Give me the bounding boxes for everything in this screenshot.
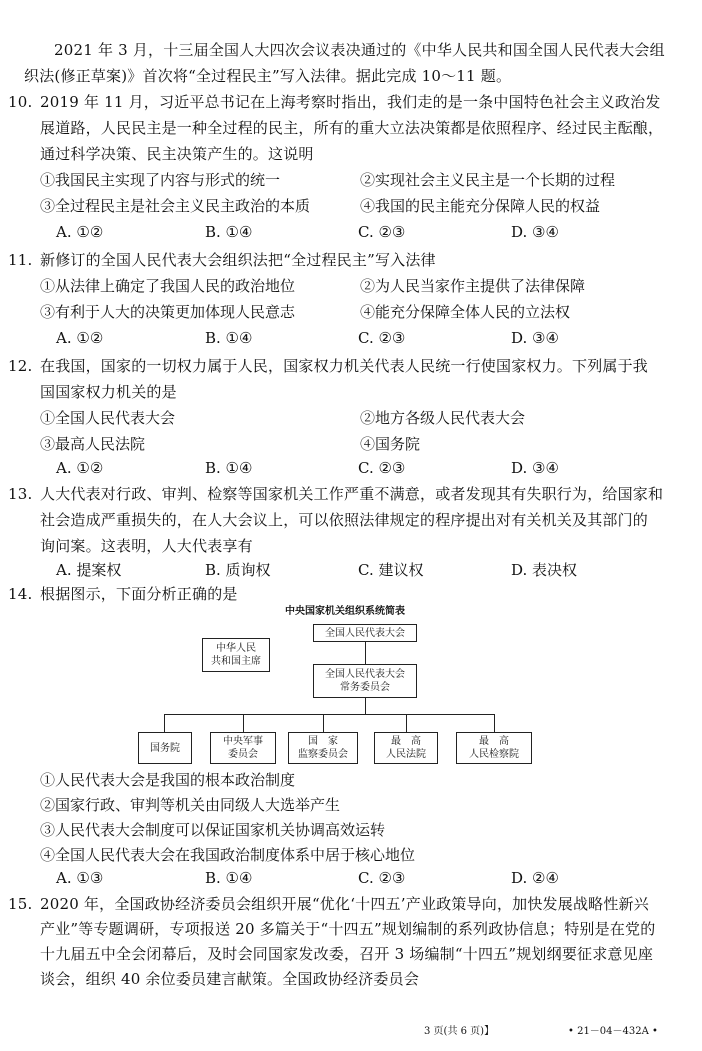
q13-option-d[interactable]: D. 表决权 — [511, 561, 578, 579]
q12-option-c[interactable]: C. ②③ — [358, 459, 406, 477]
q12-line-1: 在我国，国家的一切权力属于人民，国家权力机关代表人民统一行使国家权力。下列属于我 — [40, 357, 649, 375]
diagram-box-military-label-1: 中央军事 — [223, 736, 263, 747]
diagram-box-npc — [313, 624, 417, 642]
q14-line-1: 根据图示，下面分析正确的是 — [40, 585, 238, 603]
q12-statement-1: ①全国人民代表大会 — [40, 409, 176, 427]
diagram-box-military-label-2: 委员会 — [228, 749, 258, 760]
diagram-box-president-label-2: 共和国主席 — [211, 656, 261, 667]
q10-statement-2: ②实现社会主义民主是一个长期的过程 — [360, 171, 616, 189]
diagram-box-state-council — [138, 732, 192, 764]
q11-statement-1: ①从法律上确定了我国人民的政治地位 — [40, 277, 296, 295]
diagram-connector — [406, 714, 407, 732]
diagram-box-procuratorate-label-1: 最 高 — [479, 736, 509, 747]
q14-option-d[interactable]: D. ②④ — [511, 869, 559, 887]
diagram-box-npc-label: 全国人民代表大会 — [325, 627, 405, 639]
q14-statement-4: ④全国人民代表大会在我国政治制度体系中居于核心地位 — [40, 846, 416, 864]
q14-option-c[interactable]: C. ②③ — [358, 869, 406, 887]
q13-option-a[interactable]: A. 提案权 — [56, 561, 122, 579]
diagram-connector — [365, 642, 366, 664]
q14-option-b[interactable]: B. ①④ — [205, 869, 253, 887]
q13-option-c[interactable]: C. 建议权 — [358, 561, 424, 579]
q11-statement-2: ②为人民当家作主提供了法律保障 — [360, 277, 586, 295]
q13-number: 13. — [8, 485, 33, 503]
q11-line-1: 新修订的全国人民代表大会组织法把“全过程民主”写入法律 — [40, 251, 436, 269]
diagram-box-procuratorate-label-2: 人民检察院 — [469, 749, 519, 760]
q10-option-c[interactable]: C. ②③ — [358, 223, 406, 241]
q12-number: 12. — [8, 357, 33, 375]
q15-line-1: 2020 年，全国政协经济委员会组织开展“优化‘十四五’产业政策导向，加快发展战略性新兴 — [40, 895, 649, 913]
q10-statement-4: ④我国的民主能充分保障人民的权益 — [360, 197, 601, 215]
q10-option-a[interactable]: A. ①② — [56, 223, 104, 241]
intro-line-2: 织法(修正草案)》首次将“全过程民主”写入法律。据此完成 10～11 题。 — [24, 67, 512, 85]
q11-option-a[interactable]: A. ①② — [56, 329, 104, 347]
q14-statement-3: ③人民代表大会制度可以保证国家机关协调高效运转 — [40, 821, 386, 839]
diagram-box-court-label-2: 人民法院 — [386, 749, 426, 760]
diagram-box-supervisory-label-1: 国 家 — [308, 736, 338, 747]
diagram-connector — [323, 714, 324, 732]
q10-statement-3: ③全过程民主是社会主义民主政治的本质 — [40, 197, 311, 215]
q12-statement-3: ③最高人民法院 — [40, 435, 146, 453]
q12-option-a[interactable]: A. ①② — [56, 459, 104, 477]
diagram-box-state-council-label: 国务院 — [150, 742, 180, 754]
diagram-box-military-commission — [210, 732, 276, 764]
q12-option-d[interactable]: D. ③④ — [511, 459, 559, 477]
q10-line-2: 展道路，人民民主是一种全过程的民主，所有的重大立法决策都是依照程序、经过民主酝酿， — [40, 119, 664, 137]
q15-line-4: 谈会，组织 40 余位委员建言献策。全国政协经济委员会 — [40, 970, 420, 988]
diagram-connector — [494, 714, 495, 732]
q12-statement-2: ②地方各级人民代表大会 — [360, 409, 526, 427]
q15-line-2: 产业”等专题调研，专项报送 20 多篇关于“十四五”规划编制的系列政协信息；特别是在党的 — [40, 920, 656, 938]
q10-option-d[interactable]: D. ③④ — [511, 223, 559, 241]
intro-line-1: 2021 年 3 月，十三届全国人大四次会议表决通过的《中华人民共和国全国人民代表大会组 — [54, 41, 665, 59]
q11-option-c[interactable]: C. ②③ — [358, 329, 406, 347]
q14-number: 14. — [8, 585, 33, 603]
q14-option-a[interactable]: A. ①③ — [56, 869, 104, 887]
diagram-box-procuratorate — [456, 732, 532, 764]
q11-statement-4: ④能充分保障全体人民的立法权 — [360, 303, 571, 321]
diagram-box-court-label-1: 最 高 — [391, 736, 421, 747]
q11-option-d[interactable]: D. ③④ — [511, 329, 559, 347]
q13-line-1: 人大代表对行政、审判、检察等国家机关工作严重不满意，或者发现其有失职行为，给国家和 — [40, 485, 664, 503]
diagram-connector — [164, 714, 494, 715]
q13-option-b[interactable]: B. 质询权 — [205, 561, 271, 579]
diagram-box-standing-label-2: 常务委员会 — [340, 682, 390, 693]
q14-statement-1: ①人民代表大会是我国的根本政治制度 — [40, 771, 296, 789]
diagram-box-supervisory-commission — [288, 732, 358, 764]
q15-line-3: 十九届五中全会闭幕后，及时会同国家发改委，召开 3 场编制“十四五”规划纲要征求意见座 — [40, 945, 654, 963]
q10-option-b[interactable]: B. ①④ — [205, 223, 253, 241]
q10-line-1: 2019 年 11 月，习近平总书记在上海考察时指出，我们走的是一条中国特色社会主义政治发 — [40, 93, 661, 111]
q10-number: 10. — [8, 93, 33, 111]
q10-statement-1: ①我国民主实现了内容与形式的统一 — [40, 171, 281, 189]
diagram-connector — [365, 698, 366, 714]
organization-diagram — [130, 602, 560, 767]
q12-option-b[interactable]: B. ①④ — [205, 459, 253, 477]
diagram-box-supreme-court — [374, 732, 438, 764]
q13-line-3: 询问案。这表明，人大代表享有 — [40, 537, 253, 555]
diagram-box-standing-label-1: 全国人民代表大会 — [325, 669, 405, 680]
diagram-title: 中央国家机关组织系统简表 — [285, 606, 405, 617]
diagram-connector — [243, 714, 244, 732]
q11-option-b[interactable]: B. ①④ — [205, 329, 253, 347]
diagram-box-supervisory-label-2: 监察委员会 — [298, 749, 348, 760]
q11-number: 11. — [8, 251, 33, 269]
q14-statement-2: ②国家行政、审判等机关由同级人大选举产生 — [40, 796, 341, 814]
q10-line-3: 通过科学决策、民主决策产生的。这说明 — [40, 145, 314, 163]
q13-line-2: 社会造成严重损失的，在人大会议上，可以依照法律规定的程序提出对有关机关及其部门的 — [40, 511, 649, 529]
diagram-connector — [164, 714, 165, 732]
exam-code: • 21－04－432A • — [568, 1026, 658, 1037]
q15-number: 15. — [8, 895, 33, 913]
diagram-box-president — [202, 638, 270, 672]
q11-statement-3: ③有利于人大的决策更加体现人民意志 — [40, 303, 296, 321]
diagram-box-standing-committee — [313, 664, 417, 698]
page-number: 3 页(共 6 页)】 — [424, 1026, 495, 1037]
q12-line-2: 国国家权力机关的是 — [40, 383, 177, 401]
diagram-box-president-label-1: 中华人民 — [216, 643, 256, 654]
q12-statement-4: ④国务院 — [360, 435, 421, 453]
